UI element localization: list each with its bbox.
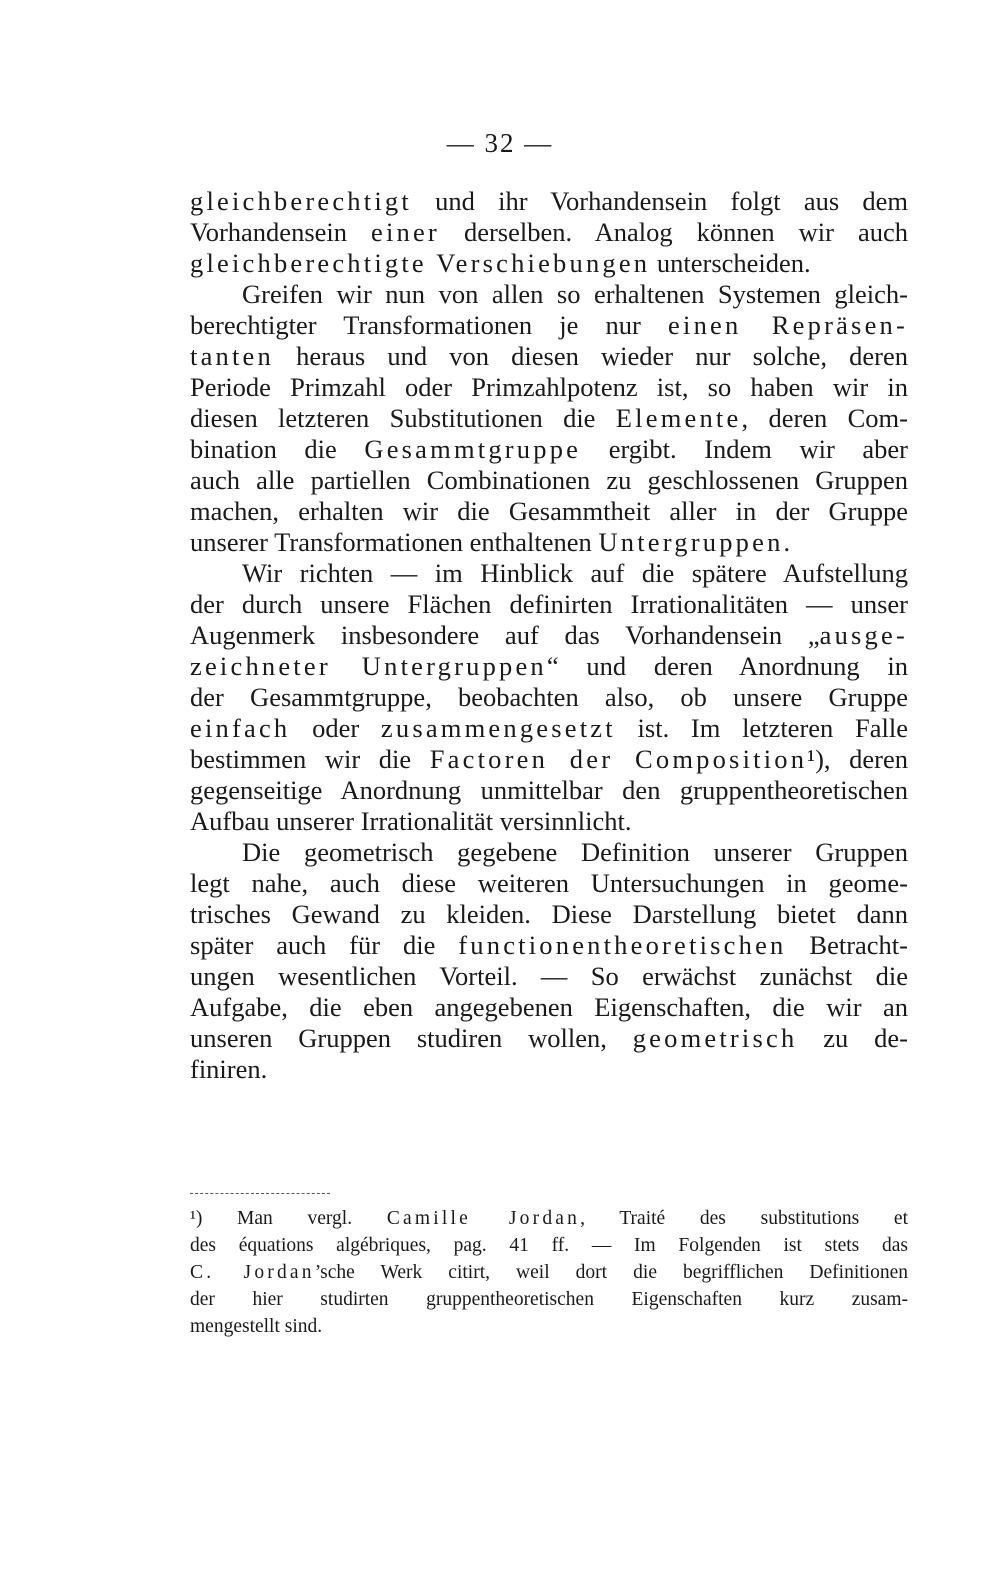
text-run: gegenseitige Anordnung unmittelbar den gruppentheoretischen [190, 775, 908, 805]
text-line [190, 992, 908, 1023]
body-text [190, 186, 908, 1085]
text-run: trisches Gewand zu kleiden. Diese Darstellung bietet dann [190, 899, 908, 929]
text-line [190, 1023, 908, 1054]
text-line [190, 496, 908, 527]
spaced-emphasis: gleichberechtigte Verschiebungen [190, 248, 651, 278]
text-line [190, 589, 908, 620]
text-line [190, 837, 908, 868]
footnote [190, 1205, 908, 1340]
spaced-emphasis: gleichberechtigt [190, 186, 412, 216]
text-line [190, 248, 908, 279]
text-line [190, 403, 908, 434]
spaced-emphasis: Camille Jordan [386, 1208, 581, 1229]
text-run: “ und deren Anordnung in [546, 651, 909, 681]
text-run: Betracht- [786, 930, 908, 960]
text-line [190, 527, 908, 558]
text-run: ¹), deren [807, 744, 908, 774]
spaced-emphasis: zeichneter Untergruppen [190, 651, 547, 681]
text-line [190, 620, 908, 651]
text-line [190, 372, 908, 403]
spaced-emphasis: tanten [190, 341, 274, 371]
text-line [190, 744, 908, 775]
text-line [190, 1286, 908, 1313]
text-run: ungen wesentlichen Vorteil. — So erwächst zunächst die [190, 961, 908, 991]
text-run: , deren Com- [741, 403, 908, 433]
text-run: machen, erhalten wir die Gesammtheit aller in der Gruppe [190, 496, 908, 526]
text-line [190, 806, 908, 837]
text-run: Wir richten — im Hinblick auf die spätere Aufstellung [242, 558, 908, 588]
text-run: Greifen wir nun von allen so erhaltenen Systemen gleich- [242, 279, 908, 309]
text-run: des équations algébriques, pag. 41 ff. — Im Folgenden ist stets das [190, 1235, 908, 1256]
spaced-emphasis: einer [371, 217, 440, 247]
text-line [190, 868, 908, 899]
text-line [190, 1313, 908, 1340]
page-number: — 32 — [446, 128, 554, 158]
text-line [190, 1054, 908, 1085]
text-run: zu de- [797, 1023, 908, 1053]
spaced-emphasis: ausge- [819, 620, 908, 650]
text-run: finiren. [190, 1054, 268, 1084]
paragraph [190, 837, 908, 1085]
text-run: der hier studirten gruppentheoretischen Eigenschaften kurz zusam- [190, 1289, 908, 1310]
spaced-emphasis: einen Repräsen- [668, 310, 909, 340]
text-run: Aufgabe, die eben angegebenen Eigenschaften, die wir an [190, 992, 908, 1022]
text-run: der Gesammtgruppe, beobachten also, ob unsere Gruppe [190, 682, 908, 712]
text-line [190, 558, 908, 589]
text-run: oder [290, 713, 381, 743]
text-line [190, 713, 908, 744]
spaced-emphasis: Untergruppen [598, 527, 784, 557]
text-run: ’sche Werk citirt, weil dort die begrifflichen Definitionen [314, 1262, 908, 1283]
text-line [190, 310, 908, 341]
text-line [190, 899, 908, 930]
text-line [190, 1232, 908, 1259]
text-run: . [783, 527, 791, 557]
text-line [190, 465, 908, 496]
footnote-separator [190, 1193, 330, 1194]
text-run: ist. Im letzteren Falle [615, 713, 908, 743]
text-run: Vorhandensein [190, 217, 371, 247]
spaced-emphasis: Gesammtgruppe [364, 434, 582, 464]
text-run: diesen letzteren Substitutionen die [190, 403, 616, 433]
text-run: Augenmerk insbesondere auf das Vorhandensein „ [190, 620, 820, 650]
text-line [190, 279, 908, 310]
spaced-emphasis: einfach [190, 713, 291, 743]
text-line [190, 1259, 908, 1286]
text-run: derselben. Analog können wir auch [439, 217, 908, 247]
text-line [190, 186, 908, 217]
text-run: unseren Gruppen studiren wollen, [190, 1023, 633, 1053]
text-run: unserer Transformationen enthaltenen [190, 527, 599, 557]
text-run: und ihr Vorhandensein folgt aus dem [411, 186, 908, 216]
text-run: Die geometrisch gegebene Definition unserer Gruppen [242, 837, 908, 867]
text-run: mengestellt sind. [190, 1316, 323, 1337]
text-line [190, 775, 908, 806]
text-run: berechtigter Transformationen je nur [190, 310, 669, 340]
text-run: später auch für die [190, 930, 459, 960]
text-line [190, 341, 908, 372]
text-line [190, 930, 908, 961]
paragraph [190, 558, 908, 837]
text-line [190, 961, 908, 992]
text-run: auch alle partiellen Combinationen zu geschlossenen Gruppen [190, 465, 908, 495]
spaced-emphasis: zusammengesetzt [380, 713, 616, 743]
text-run: heraus und von diesen wieder nur solche, deren [273, 341, 908, 371]
spaced-emphasis: functionentheoretischen [458, 930, 787, 960]
paragraph [190, 279, 908, 558]
text-run: unterscheiden. [650, 248, 811, 278]
spaced-emphasis: C. Jordan [190, 1262, 315, 1283]
text-line [190, 434, 908, 465]
text-run: , Traité des substitutions et [580, 1208, 908, 1229]
text-run: legt nahe, auch diese weiteren Untersuchungen in geome- [190, 868, 908, 898]
text-run: der durch unsere Flächen definirten Irrationalitäten — unser [190, 589, 908, 619]
spaced-emphasis: Elemente [615, 403, 742, 433]
text-run: bination die [190, 434, 365, 464]
paragraph [190, 186, 908, 279]
text-run: ergibt. Indem wir aber [581, 434, 908, 464]
text-run: Aufbau unserer Irrationalität versinnlicht. [190, 806, 632, 836]
text-line [190, 217, 908, 248]
text-run: ¹) Man vergl. [190, 1208, 387, 1229]
text-line [190, 682, 908, 713]
text-line [190, 1205, 908, 1232]
text-line [190, 651, 908, 682]
spaced-emphasis: geometrisch [632, 1023, 798, 1053]
text-run: bestimmen wir die [190, 744, 430, 774]
spaced-emphasis: Factoren der Composition [429, 744, 808, 774]
text-run: Periode Primzahl oder Primzahlpotenz ist, so haben wir in [190, 372, 908, 402]
